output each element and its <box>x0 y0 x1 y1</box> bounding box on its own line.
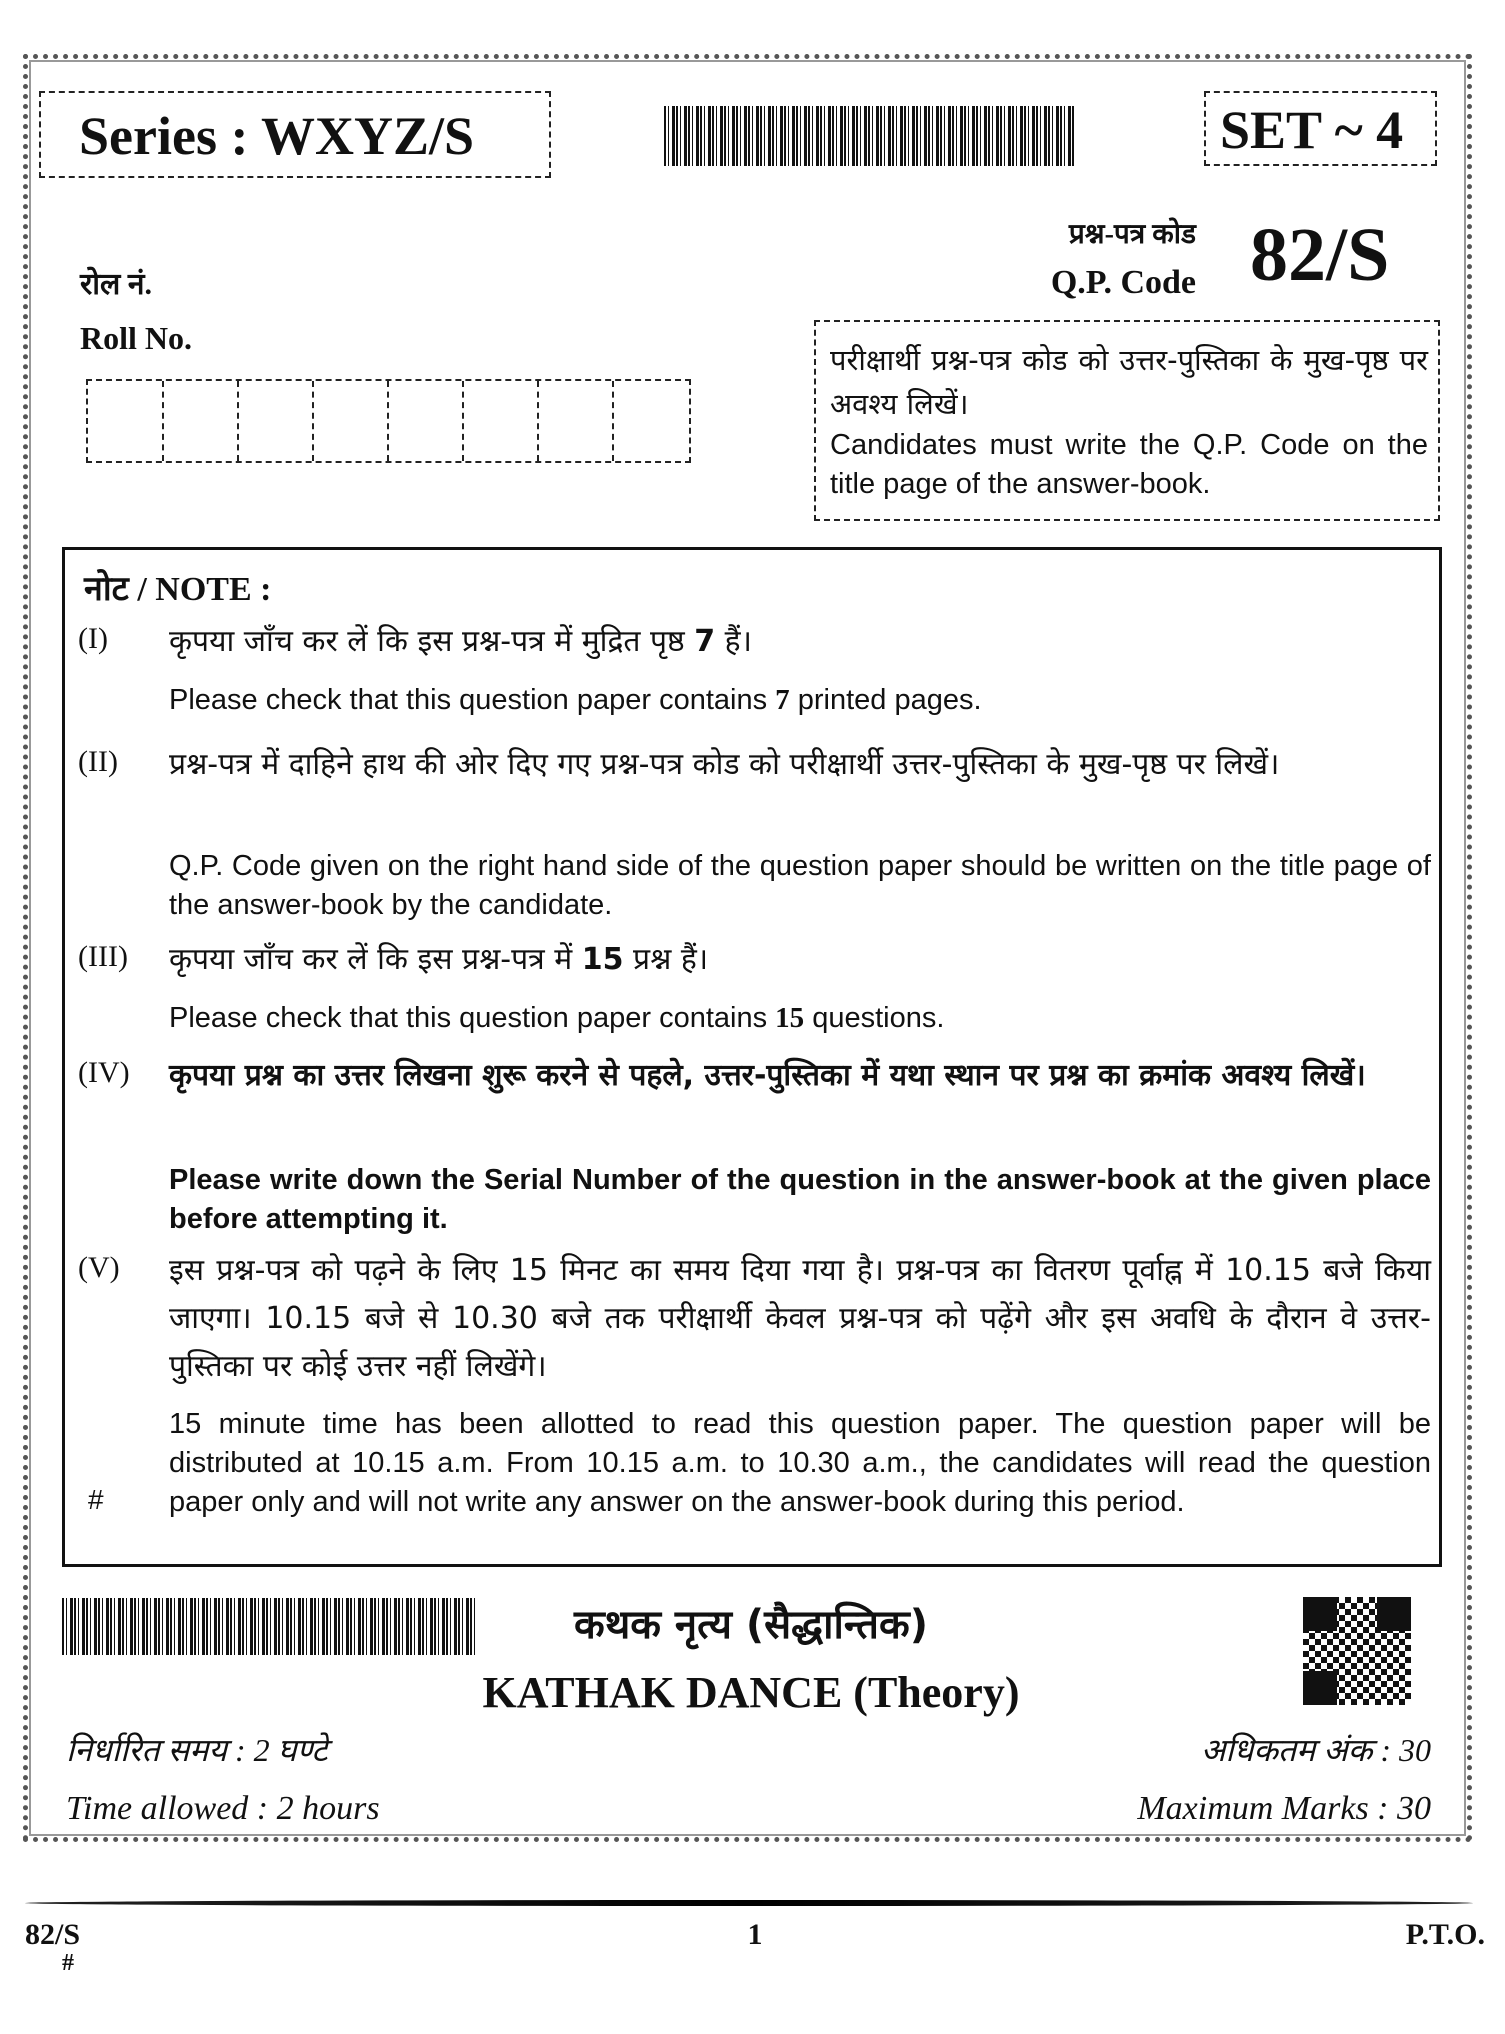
subject-title-en: KATHAK DANCE (Theory) <box>482 1668 1020 1717</box>
item-3-hi <box>169 936 1431 984</box>
text: कृपया जाँच कर लें कि इस प्रश्न-पत्र में मुद्रित पृष्ठ <box>169 624 695 659</box>
note-heading-en: NOTE : <box>155 571 272 608</box>
series-label: Series : WXYZ/S <box>79 106 475 166</box>
footer-hash: # <box>62 1950 74 1976</box>
set-box <box>1204 91 1437 166</box>
text: printed pages. <box>789 684 982 716</box>
item-5-en: 15 minute time has been allotted to read this question paper. The question paper will be distributed at 10.15 a.m. From 10.15 a.m. to 10.30 a.m., the candidates will read the question paper only and will not write any answer on the answer-book during this period. <box>169 1408 1431 1518</box>
text: प्रश्न हैं। <box>623 942 709 977</box>
item-2-hi: प्रश्न-पत्र में दाहिने हाथ की ओर दिए गए प्रश्न-पत्र कोड को परीक्षार्थी उत्तर-पुस्तिका के मुख-पृष्ठ पर लिखें। <box>169 747 1280 782</box>
max-marks-hi: अधिकतम अंक : 30 <box>1200 1732 1431 1768</box>
set-label: SET ~ 4 <box>1220 100 1404 160</box>
item-2-en: Q.P. Code given on the right hand side of the question paper should be written on the title page of the answer-book by the candidate. <box>169 850 1431 921</box>
series-box <box>39 91 551 178</box>
note-heading-hi: नोट <box>84 571 129 608</box>
candidate-instruction-box <box>814 320 1440 521</box>
text-bold: 7 <box>694 624 716 659</box>
page-number: 1 <box>747 1918 763 1951</box>
item-label: (II) <box>78 745 118 778</box>
item-5-hi: इस प्रश्न-पत्र को पढ़ने के लिए 15 मिनट का समय दिया गया है। प्रश्न-पत्र का वितरण पूर्वाह्न में 10.15 बजे किया जाएगा। 10.15 बजे से 10.30 बजे तक परीक्षार्थी केवल प्रश्न-पत्र को पढ़ेंगे और इस अवधि के दौरान वे उत्तर-पुस्तिका पर कोई उत्तर नहीं लिखेंगे। <box>169 1253 1431 1384</box>
candidate-instruction-en: Candidates must write the Q.P. Code on the title page of the answer-book. <box>830 429 1428 500</box>
text: कृपया जाँच कर लें कि इस प्रश्न-पत्र में <box>169 942 582 977</box>
hash-mark: # <box>88 1484 104 1515</box>
text-bold: 15 <box>775 1002 805 1034</box>
text: Please check that this question paper contains <box>169 684 776 716</box>
pto-label: P.T.O. <box>1405 1918 1485 1951</box>
time-allowed-hi: निर्धारित समय : 2 घण्टे <box>66 1732 328 1768</box>
item-label: (V) <box>78 1251 120 1284</box>
text: हैं। <box>715 624 752 659</box>
item-label: (III) <box>78 940 128 973</box>
item-1-hi <box>169 618 1431 666</box>
footer-rule <box>25 1900 1473 1906</box>
item-label: (I) <box>78 622 108 655</box>
text-bold: 7 <box>775 684 790 716</box>
qp-code-label-hi: प्रश्न-पत्र कोड <box>1068 219 1196 250</box>
note-sep: / <box>128 571 156 608</box>
text: Please check that this question paper contains <box>169 1002 776 1034</box>
max-marks-en: Maximum Marks : 30 <box>1137 1790 1431 1827</box>
time-allowed-en: Time allowed : 2 hours <box>66 1790 380 1827</box>
item-4-en: Please write down the Serial Number of the question in the answer-book at the given place before attempting it. <box>169 1164 1431 1235</box>
subject-title-hi: कथक नृत्य (सैद्धान्तिक) <box>574 1602 928 1648</box>
item-1-en <box>169 681 1431 720</box>
item-3-en <box>169 999 1431 1038</box>
candidate-instruction-hi: परीक्षार्थी प्रश्न-पत्र कोड को उत्तर-पुस्तिका के मुख-पृष्ठ पर अवश्य लिखें। <box>830 343 1428 421</box>
barcode-bottom <box>62 1598 477 1655</box>
qr-code <box>1303 1597 1411 1705</box>
roll-label-hi: रोल नं. <box>80 268 153 301</box>
item-label: (IV) <box>78 1056 130 1089</box>
footer-code: 82/S <box>25 1918 81 1951</box>
qp-code: 82/S <box>1250 213 1390 297</box>
note-heading <box>84 564 271 610</box>
barcode-top <box>664 106 1074 166</box>
roll-label-en: Roll No. <box>80 320 192 356</box>
item-4-hi: कृपया प्रश्न का उत्तर लिखना शुरू करने से पहले, उत्तर-पुस्तिका में यथा स्थान पर प्रश्न का क्रमांक अवश्य लिखें। <box>169 1058 1366 1093</box>
qp-code-label-en: Q.P. Code <box>1050 264 1196 301</box>
text-bold: 15 <box>581 942 624 977</box>
text: questions. <box>804 1002 945 1034</box>
roll-number-input[interactable] <box>86 379 691 463</box>
